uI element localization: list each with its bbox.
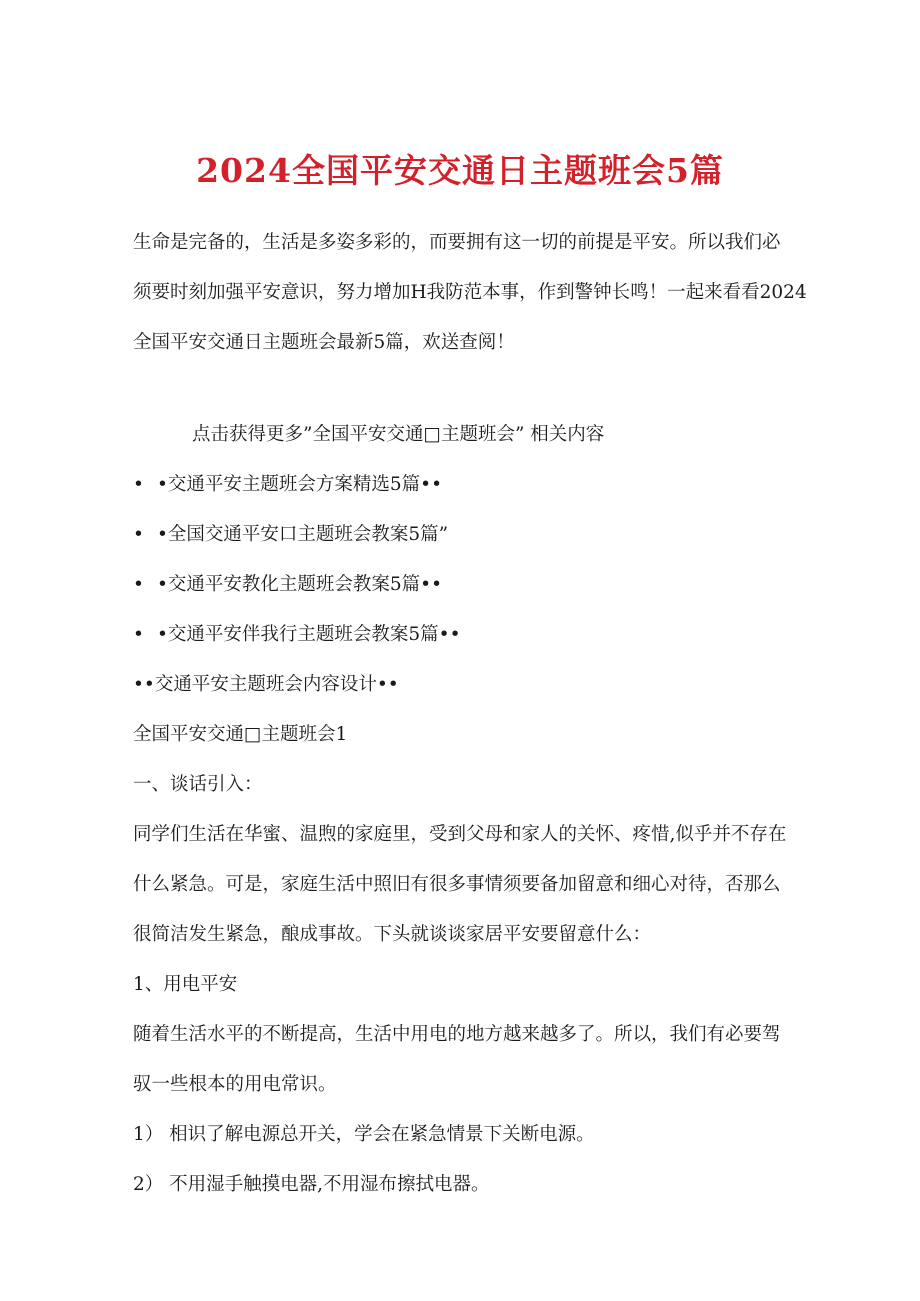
related-link-text[interactable]: •交通平安教化主题班会教案5篇••: [157, 574, 443, 595]
bullet-icon: •: [133, 524, 144, 545]
intro-line: 全国平安交通日主题班会最新5篇，欢送查阅！: [133, 332, 515, 353]
paragraph-line: 很简洁发生紧急，酿成事故。下头就谈谈家居平安要留意什么：: [133, 924, 652, 945]
numbered-item: [133, 1160, 786, 1210]
item-title: 1、用电平安: [133, 974, 238, 995]
related-link-text[interactable]: •全国交通平安口主题班会教案5篇”: [157, 524, 449, 545]
bullet-icon: •: [133, 574, 144, 595]
related-heading: 点击获得更多”全国平安交通□主题班会” 相关内容: [192, 424, 605, 445]
document-title: 2024全国平安交通日主题班会5篇: [196, 151, 724, 190]
intro-line: 生命是完备的，生活是多姿多彩的，而要拥有这一切的前提是平安。所以我们必: [133, 232, 781, 253]
numbered-item-number: 2）: [133, 1174, 164, 1195]
related-link-item[interactable]: [133, 510, 786, 560]
related-link-item[interactable]: [133, 460, 786, 510]
bullet-icon: •: [133, 474, 144, 495]
intro-paragraph: [133, 218, 807, 368]
bullet-icon: •: [133, 624, 144, 645]
paragraph-line: 什么紧急。可是，家庭生活中照旧有很多事情须要备加留意和细心对待，否那么: [133, 874, 781, 895]
related-link-item[interactable]: [133, 610, 786, 660]
numbered-item: [133, 1110, 786, 1160]
numbered-item-text: 不用湿手触摸电器,不用湿布擦拭电器。: [169, 1174, 490, 1195]
related-link-text[interactable]: •交通平安伴我行主题班会教案5篇••: [157, 624, 461, 645]
related-link-text[interactable]: •交通平安主题班会方案精选5篇••: [157, 474, 443, 495]
intro-line: 须要时刻加强平安意识，努力增加H我防范本事，作到警钟长鸣！一起来看看2024: [133, 282, 807, 303]
related-link-item[interactable]: [133, 560, 786, 610]
subsection-title: 一、谈话引入：: [133, 774, 263, 795]
section-title: 全国平安交通□主题班会1: [133, 724, 348, 745]
numbered-item-text: 相识了解电源总开关，学会在紧急情景下关断电源。: [169, 1124, 595, 1145]
numbered-item-number: 1）: [133, 1124, 164, 1145]
paragraph-line: 同学们生活在华蜜、温煦的家庭里，受到父母和家人的关怀、疼惜,似乎并不存在: [133, 824, 787, 845]
paragraph-line: 驭一些根本的用电常识。: [133, 1074, 337, 1095]
related-links-list: [133, 460, 786, 1210]
extra-link[interactable]: ••交通平安主题班会内容设计••: [133, 674, 399, 695]
paragraph-line: 随着生活水平的不断提高，生活中用电的地方越来越多了。所以，我们有必要驾: [133, 1024, 781, 1045]
